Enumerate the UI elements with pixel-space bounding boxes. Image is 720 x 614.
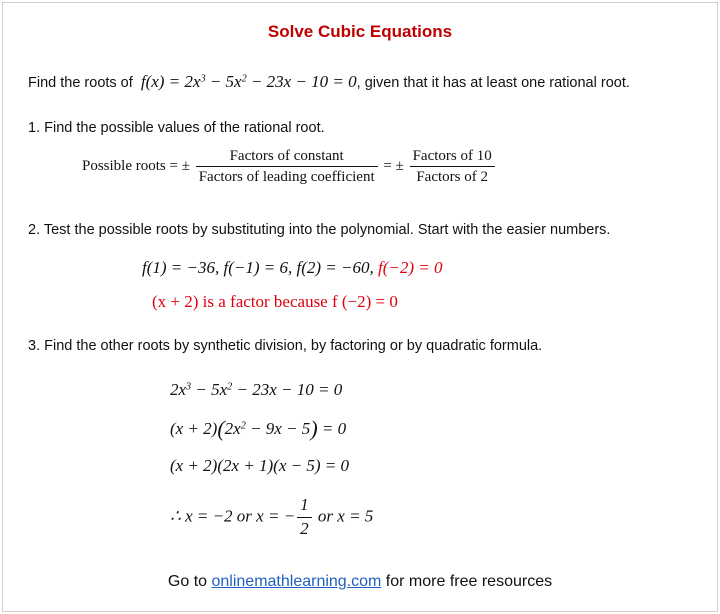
step3-line-4 [170,494,373,541]
line2-term-b: 2x [224,419,241,438]
line2-equals: = 0 [317,419,347,438]
intro-eq-mid: − 5x [205,72,242,91]
step3-line-3: (x + 2)(2x + 1)(x − 5) = 0 [170,456,349,475]
step2-evaluations [142,258,442,278]
intro-line [28,72,630,92]
step2-factor-statement: (x + 2) is a factor because f (−2) = 0 [152,292,398,311]
fraction-one-half [297,494,312,541]
line1-exp1: 3 [186,381,192,393]
step3-line-1 [170,380,342,400]
step1-formula [82,146,497,188]
possible-roots-label: Possible roots = ± [82,158,190,175]
half-denominator: 2 [300,518,309,538]
footer-prefix: Go to [167,573,212,590]
line4-first: ∴ x = −2 or x = − [170,506,296,526]
line2-factor: (x + 2) [170,419,218,438]
page-title: Solve Cubic Equations [267,22,453,41]
footer [0,573,720,591]
fraction-1-denominator: Factors of leading coefficient [198,169,375,186]
intro-prefix: Find the roots of [28,75,133,91]
intro-eq-tail: − 23x − 10 = 0 [246,72,357,91]
evaluations-black: f(1) = −36, f(−1) = 6, f(2) = −60, [142,258,378,277]
fraction-2-denominator: Factors of 2 [416,169,488,186]
step1-text: 1. Find the possible values of the rational root. [28,120,325,136]
half-numerator: 1 [297,494,312,518]
evaluation-root-found: f(−2) = 0 [377,258,443,277]
fraction-factors-general [196,146,378,188]
intro-eq-lhs: f(x) = 2x [140,72,201,91]
line1-exp2: 2 [227,381,233,393]
line2-term-c: − 9x − 5 [245,419,311,438]
fraction-1-numerator: Factors of constant [196,146,378,167]
line1-term-c: − 23x − 10 = 0 [232,380,343,399]
step3-text: 3. Find the other roots by synthetic division, by factoring or by quadratic formula. [28,338,543,354]
fraction-factors-specific [410,146,495,188]
intro-eq-exp2: 2 [241,73,247,85]
footer-suffix: for more free resources [381,573,553,590]
intro-suffix: , given that it has at least one rational root. [356,75,630,91]
equals-plus-minus: = ± [383,158,404,175]
line1-term-a: 2x [170,380,187,399]
intro-eq-exp1: 3 [200,73,206,85]
step3-line-2: $(x + 2)(2x^2 - 9x - 5) = 0$ [170,416,347,441]
line1-term-b: − 5x [191,380,228,399]
line4-last: or x = 5 [313,506,374,526]
fraction-2-numerator: Factors of 10 [410,146,495,167]
line2-exp: 2 [240,420,246,432]
step2-text: 2. Test the possible roots by substituting into the polynomial. Start with the easier numbers. [28,222,611,238]
intro-equation [141,72,357,91]
footer-link[interactable]: onlinemathlearning.com [211,573,382,590]
